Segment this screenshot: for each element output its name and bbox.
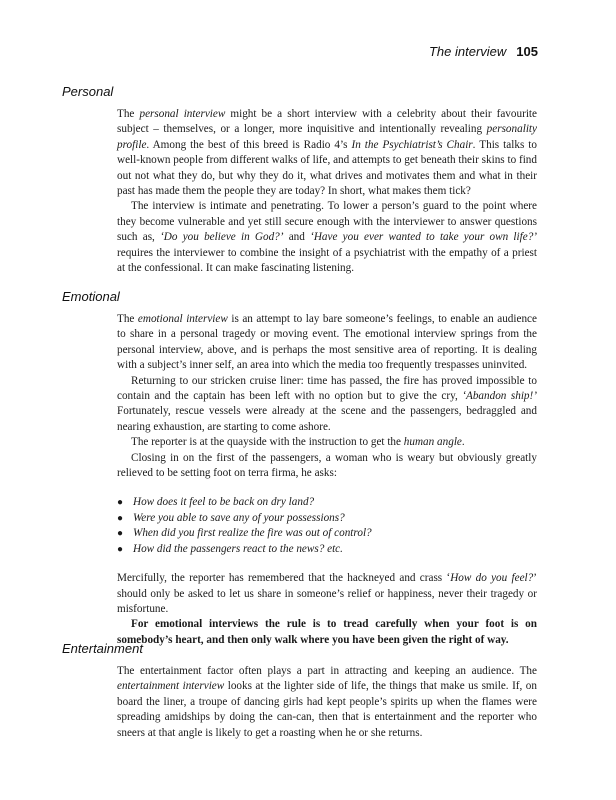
list-item: ● How does it feel to be back on dry land? [117,495,537,510]
paragraph: The personal interview might be a short interview with a celebrity about their favourite subject – themselves, or a longer, more inquisitive and intentionally revealing personality profile. Among the best of this breed is Radio 4’s In the Psychiatrist’s Chair. This talks to well-known people from different walks of life, and attempts to get beneath their skins to find out not what they do, but why they do it, what drives and motivates them and what in their past has made them the people they are today? In short, what makes them tick? [117,108,537,198]
section-heading-entertainment: Entertainment [62,641,143,656]
list-item: ● Were you able to save any of your possessions? [117,511,537,526]
question-list [117,495,537,557]
running-header-title: The interview [428,44,507,59]
section-heading-emotional: Emotional [62,289,120,304]
section-body-entertainment [117,664,537,741]
paragraph: Closing in on the first of the passengers, a woman who is weary but obviously greatly relieved to be setting foot on terra firma, he asks: [117,451,537,480]
paragraph: Mercifully, the reporter has remembered that the hackneyed and crass ‘How do you feel?’ should only be asked to let us share in someone’s relief or happiness, never their tragedy or misfortune. [117,572,537,615]
paragraph: The reporter is at the quayside with the instruction to get the human angle. [131,436,465,449]
paragraph: The emotional interview is an attempt to lay bare someone’s feelings, to enable an audience to share in a personal tragedy or moving event. The emotional interview springs from the personal interview, above, and is perhaps the most sensitive area of reporting. It is dealing with a subject’s inner self, an area into which the media too frequently trespasses uninvited. [117,313,537,372]
paragraph: The entertainment factor often plays a part in attracting and keeping an audience. The entertainment interview looks at the lighter side of life, the things that make us smile. If, on board the liner, a troupe of dancing girls had kept people’s spirits up when the flames were spreading amidships by doing the can-can, then that is entertainment and the reporter who sneers at that angle is likely to get a roasting when he or she returns. [117,665,537,739]
list-item: ● How did the passengers react to the news? etc. [117,542,537,557]
section-body-personal [117,107,537,276]
section-heading-personal: Personal [62,84,114,99]
paragraph: The interview is intimate and penetrating. To lower a person’s guard to the point where they become vulnerable and yet still secure enough with the interviewer to answer questions such as, ‘Do you believe in God?’ and ‘Have you ever wanted to take your own life?’ requires the interviewer to combine the insight of a psychiatrist with the empathy of a priest at the confessional. It can make fascinating listening. [117,200,538,275]
running-header [429,44,538,59]
section-body-emotional [117,312,537,648]
page-number: 105 [516,44,538,59]
paragraph: Returning to our stricken cruise liner: time has passed, the fire has proved impossible to contain and the captain has been left with no option but to give the cry, ‘Abandon ship!’ Fortunately, rescue vessels were already at the scene and the passengers, bedraggled and nearing exhaustion, are starting to come ashore. [117,374,537,433]
list-item: ● When did you first realize the fire was out of control? [117,526,537,541]
rule-statement: For emotional interviews the rule is to tread carefully when your foot is on somebody’s heart, and then only walk where you have been given the right of way. [117,618,537,646]
